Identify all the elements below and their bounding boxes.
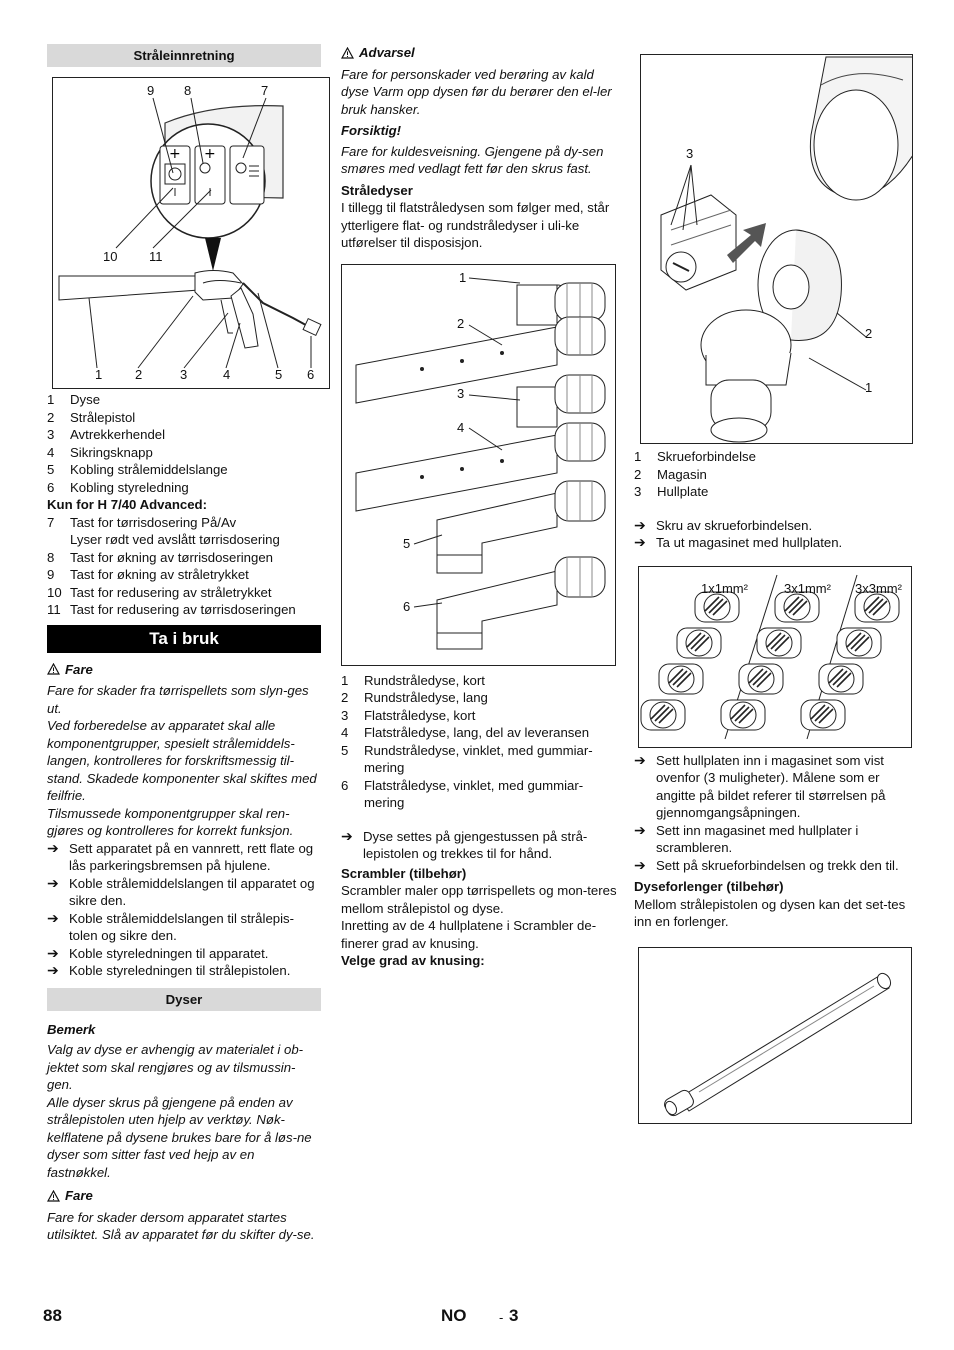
arrow-icon: ➔ [634, 516, 646, 533]
forsiktig-text: Fare for kuldesveisning. Gjengene på dy-sen smøres med vedlagt fett før den skrus fast. [341, 143, 604, 176]
list-item: 7 Tast for tørrisdosering På/Av [47, 514, 237, 530]
advanced-title: Kun for H 7/40 Advanced: [47, 497, 207, 512]
fig1-label-3: 3 [180, 367, 188, 382]
figure-blasting-gun [52, 77, 330, 389]
fig1-label-1: 1 [95, 367, 103, 382]
scrambler-text: Inretting av de 4 hullplatene i Scrambler de-finerer grad av knusing. [341, 918, 597, 951]
list-item: 2 Rundstråledyse, lang [341, 690, 488, 705]
fig1-label-2: 2 [135, 367, 143, 382]
fare-text: Tilsmussede komponentgrupper skal ren-gjøres og kontrolleres for korrekt funksjon. [47, 805, 294, 838]
advarsel-label: Advarsel [359, 45, 415, 60]
arrow-icon: ➔ [47, 962, 59, 978]
list-item: 1 Skrueforbindelse [634, 449, 756, 464]
extension-drawing [639, 948, 911, 1123]
figure-scrambler [640, 54, 913, 444]
list-item: 6 Kobling styreledning [47, 479, 189, 495]
list-item: 4 Flatstråledyse, lang, del av leveransen [341, 725, 590, 740]
fig1-label-5: 5 [275, 367, 283, 382]
velge-title: Velge grad av knusing: [341, 953, 485, 968]
section-title-dyser: Dyser [47, 988, 321, 1011]
nozzle-list [341, 672, 617, 812]
component-list [47, 391, 321, 496]
fig1-label-7: 7 [261, 83, 269, 98]
fig2-label-4: 4 [457, 419, 465, 435]
forlenger-text: Mellom strålepistolen og dysen kan det set-tes inn en forlenger. [634, 896, 906, 929]
scrambler-parts-list [634, 448, 913, 501]
section-title-straleinnretning: Stråleinnretning [47, 44, 321, 67]
straledyser-text: I tillegg til flatstråledysen som følger med, står ytterligere flat- og rundstråledyser i uli-ke utførelser til disposisjon. [341, 200, 610, 250]
list-item: 3 Hullplate [634, 484, 709, 499]
column-middle [341, 44, 617, 970]
svg-text:+: + [169, 146, 181, 162]
list-item: 9 Tast for økning av stråletrykket [47, 567, 249, 582]
nozzles-drawing [342, 265, 615, 665]
arrow-icon: ➔ [47, 944, 59, 961]
list-item: 5 Kobling strålemiddelslange [47, 462, 228, 477]
fare-text: Fare for skader fra tørrispellets som slyn-ges ut. [47, 683, 309, 716]
arrow-icon: ➔ [47, 874, 59, 891]
bemerk-text: Alle dyser skrus på gjengene på enden av strålepistolen uten hjelp av verktøy. Nøk-kelflatene på dysene brukes bare for å løs-ne dyser som sitter fast ved hejp av en fastnøkkel. [47, 1094, 312, 1180]
fare-heading [47, 661, 321, 679]
list-item: 1 Rundstråledyse, kort [341, 672, 485, 688]
footer-separator: - [499, 1310, 504, 1325]
fig1-label-6: 6 [307, 367, 315, 382]
fig3-label-3: 3 [686, 146, 694, 161]
blasting-gun-drawing [53, 78, 329, 388]
fig4-label-3x3: 3x3mm² [855, 580, 902, 596]
page-number: 88 [43, 1306, 62, 1325]
figure-nozzles [341, 264, 616, 666]
list-item: Lyser rødt ved avslått tørrisdosering [70, 532, 280, 547]
chapter-title: Ta i bruk [47, 625, 321, 653]
list-item: 2 Magasin [634, 466, 707, 482]
list-item: ➔ Dyse settes på gjengestussen på strå-lepistolen og trekkes til for hånd. [341, 827, 588, 861]
fig1-label-9: 9 [147, 83, 155, 98]
arrow-icon: ➔ [47, 839, 59, 856]
scrambler-steps-2 [634, 752, 913, 875]
fig2-label-3: 3 [457, 385, 465, 401]
fig3-label-1: 1 [865, 380, 873, 395]
list-item: ➔ Skru av skrueforbindelsen. [634, 516, 813, 533]
list-item: ➔ Koble styreledningen til strålepistolen. [47, 962, 291, 978]
bemerk-text: Valg av dyse er avhengig av materialet i ob-jektet som skal rengjøres og av tilsmussin-gen. [47, 1042, 304, 1092]
warning-icon [341, 47, 354, 59]
straledyser-title: Stråledyser [341, 182, 413, 198]
fig2-label-1: 1 [459, 269, 467, 285]
fare-text: Fare for skader dersom apparatet startes utilsiktet. Slå av apparatet før du skifter dy-se. [47, 1209, 315, 1242]
scrambler-title: Scrambler (tilbehør) [341, 865, 467, 881]
list-item: 10 Tast for redusering av stråletrykket [47, 584, 272, 600]
scrambler-steps-1 [634, 517, 913, 552]
list-item: ➔ Sett inn magasinet med hullplater i scrambleren. [634, 821, 859, 855]
arrow-icon: ➔ [341, 827, 353, 844]
fig2-label-6: 6 [403, 598, 411, 614]
arrow-icon: ➔ [634, 856, 646, 873]
fig1-label-4: 4 [223, 367, 231, 382]
arrow-icon: ➔ [47, 909, 59, 926]
list-item: ➔ Ta ut magasinet med hullplaten. [634, 534, 843, 550]
list-item: 5 Rundstråledyse, vinklet, med gummiar-mering [341, 742, 593, 775]
arrow-icon: ➔ [634, 751, 646, 768]
list-item: 4 Sikringsknapp [47, 444, 153, 460]
column-left [47, 44, 321, 1244]
fig2-label-5: 5 [403, 535, 411, 551]
fare-label: Fare [65, 1188, 93, 1203]
fig1-label-10: 10 [103, 249, 118, 264]
nozzle-steps [341, 828, 617, 863]
fig2-label-2: 2 [457, 315, 465, 331]
list-item: 6 Flatstråledyse, vinklet, med gummiar-mering [341, 777, 584, 810]
list-item: 8 Tast for økning av tørrisdoseringen [47, 549, 274, 565]
list-item: ➔ Sett hullplaten inn i magasinet som vist ovenfor (3 muligheter). Målene som er angitte på bildet referer til størrelsen på gjennomgangsåpningen. [634, 751, 886, 820]
setup-steps [47, 840, 321, 980]
list-item: ➔ Koble styreledningen til apparatet. [47, 944, 269, 961]
column-right [634, 44, 913, 1124]
arrow-icon: ➔ [634, 534, 646, 550]
language-code: NO [441, 1306, 467, 1325]
figure-extension [638, 947, 912, 1124]
fig1-label-11: 11 [149, 249, 163, 264]
list-item: 3 Flatstråledyse, kort [341, 707, 476, 723]
figure-hole-plates [638, 566, 912, 748]
fare-heading [47, 1187, 321, 1205]
list-item: 3 Avtrekkerhendel [47, 427, 166, 442]
advarsel-text: Fare for personskader ved berøring av kald dyse Varm opp dysen før du berører den el-ler bruk hansker. [341, 66, 612, 117]
warning-icon [47, 1190, 60, 1202]
list-item: ➔ Koble strålemiddelslangen til strålepis-tolen og sikre den. [47, 909, 295, 943]
list-item: 1 Dyse [47, 392, 101, 407]
advanced-list [47, 514, 321, 619]
fig4-label-3x1: 3x1mm² [784, 580, 831, 596]
fare-label: Fare [65, 661, 93, 677]
fig4-label-1x1: 1x1mm² [701, 580, 748, 596]
fig3-label-2: 2 [865, 326, 873, 341]
list-item: 2 Strålepistol [47, 409, 136, 425]
list-item: ➔ Sett på skrueforbindelsen og trekk den til. [634, 856, 899, 873]
arrow-icon: ➔ [634, 821, 646, 838]
forlenger-title: Dyseforlenger (tilbehør) [634, 879, 784, 894]
fig1-label-8: 8 [184, 83, 192, 98]
svg-text:+: + [204, 146, 216, 162]
bemerk-label: Bemerk [47, 1021, 96, 1037]
scrambler-text: Scrambler maler opp tørrispellets og mon-teres mellom strålepistol og dyse. [341, 883, 617, 916]
section-page-number: 3 [509, 1306, 519, 1325]
list-item: ➔ Koble strålemiddelslangen til apparatet og sikre den. [47, 874, 315, 908]
fare-text: Ved forberedelse av apparatet skal alle komponentgrupper, spesielt strålemiddels-langen, kontrolleres for forskriftsmessig til-stand. Skadede komponenter skal skiftes med feilfrie. [47, 718, 317, 803]
forsiktig-label: Forsiktig! [341, 123, 402, 138]
list-item: ➔ Sett apparatet på en vannrett, rett flate og lås parkeringsbremsen på hjulene. [47, 839, 314, 873]
list-item: 11 Tast for redusering av tørrisdoseringen [47, 602, 296, 617]
warning-icon [47, 663, 60, 675]
advarsel-heading [341, 44, 617, 62]
